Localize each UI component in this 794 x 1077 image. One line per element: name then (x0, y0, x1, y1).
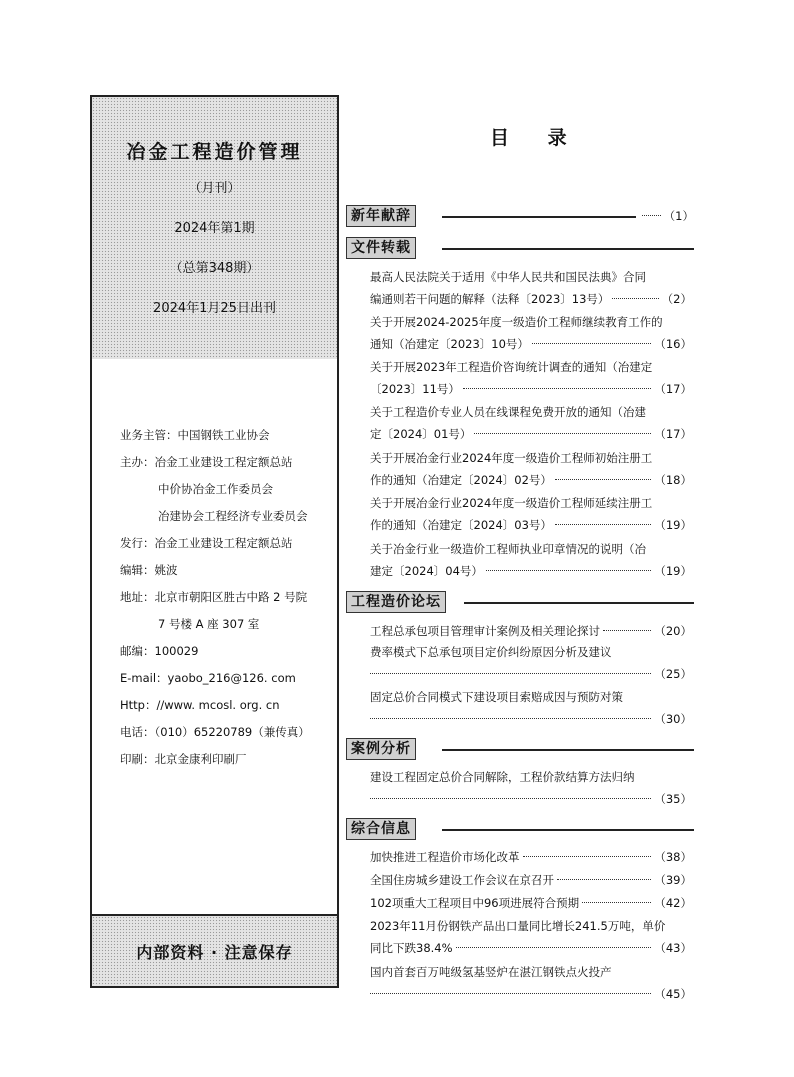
entry-title: 全国住房城乡建设工作会议在京召开 (370, 873, 554, 887)
dot-leader (603, 630, 651, 631)
entry-title: 固定总价合同模式下建设项目索赔成因与预防对策 (370, 690, 623, 704)
dot-leader (486, 570, 651, 571)
publication-frequency: （月刊） (188, 181, 241, 196)
dot-leader (523, 856, 652, 857)
info-website[interactable]: Http：//www. mcosl. org. cn (120, 698, 280, 712)
section-rule (464, 602, 694, 604)
page-number: （18） (654, 473, 692, 487)
entry-title-cont: 同比下跌38.4% (370, 941, 453, 955)
section-label: 工程造价论坛 (346, 591, 446, 613)
page-number: （19） (654, 518, 692, 532)
entry-title-cont: 通知（冶建定〔2023〕10号） (370, 337, 529, 351)
toc-entry[interactable] (370, 266, 692, 310)
section-rule (442, 216, 636, 218)
entry-title: 国内首套百万吨级氢基竖炉在湛江钢铁点火投产 (370, 965, 612, 979)
entry-title: 关于开展2023年工程造价咨询统计调查的通知（冶建定 (370, 360, 653, 374)
toc-entry[interactable] (370, 961, 692, 1005)
dot-leader (370, 798, 651, 799)
info-printer: 印刷：北京金康利印刷厂 (120, 752, 247, 766)
masthead-box (90, 95, 339, 988)
dot-leader (557, 879, 651, 880)
toc-entry-new-year[interactable] (642, 205, 694, 227)
section-label: 案例分析 (346, 738, 416, 760)
dot-leader (612, 298, 658, 299)
masthead-footer (92, 914, 337, 986)
page-number: （16） (654, 337, 692, 351)
entry-title-cont: 编通则若干问题的解释（法释〔2023〕13号） (370, 292, 610, 306)
toc-entry[interactable] (370, 538, 692, 582)
section-forum[interactable] (346, 591, 446, 613)
masthead-header (92, 97, 337, 359)
info-address: 地址：北京市朝阳区胜古中路 2 号院 (120, 590, 308, 604)
info-postcode: 邮编：100029 (120, 644, 199, 658)
issue-number: 2024年第1期 (174, 221, 255, 236)
toc-entry[interactable] (370, 686, 692, 730)
entry-title: 关于开展冶金行业2024年度一级造价工程师初始注册工 (370, 451, 653, 465)
entry-title: 加快推进工程造价市场化改革 (370, 850, 520, 864)
dot-leader (370, 993, 651, 994)
entry-title-cont: 定〔2024〕01号） (370, 427, 472, 441)
dot-leader (456, 947, 652, 948)
info-supervisor: 业务主管：中国钢铁工业协会 (120, 428, 270, 442)
info-sponsor-2: 中价协冶金工作委员会 (158, 482, 273, 496)
dot-leader (555, 524, 651, 525)
section-rule (442, 749, 694, 751)
toc-entry[interactable] (370, 641, 692, 685)
info-address-2: 7 号楼 A 座 307 室 (158, 617, 260, 631)
page-number: （2） (661, 292, 692, 306)
dot-leader (370, 673, 651, 674)
entry-title: 2023年11月份钢铁产品出口量同比增长241.5万吨，单价 (370, 919, 666, 933)
section-general-info[interactable] (346, 818, 416, 840)
dot-leader (532, 343, 651, 344)
section-documents[interactable] (346, 237, 416, 259)
page-number: （25） (654, 667, 692, 681)
entry-title: 关于工程造价专业人员在线课程免费开放的通知（冶建 (370, 405, 646, 419)
toc-entry[interactable] (370, 311, 692, 355)
entry-title: 102项重大工程项目中96项进展符合预期 (370, 896, 580, 910)
toc-title: 目 录 (490, 127, 583, 149)
dot-leader (463, 388, 651, 389)
toc-entry[interactable] (370, 356, 692, 400)
toc-entry[interactable] (370, 447, 692, 491)
page-number: （42） (654, 896, 692, 910)
info-editor: 编辑：姚波 (120, 563, 178, 577)
dot-leader (642, 215, 661, 216)
toc-entry[interactable] (370, 401, 692, 445)
info-sponsor-3: 冶建协会工程经济专业委员会 (158, 509, 308, 523)
entry-title: 关于开展2024-2025年度一级造价工程师继续教育工作的 (370, 315, 663, 329)
section-label: 新年献辞 (346, 205, 416, 227)
page-number: （17） (654, 382, 692, 396)
entry-title: 最高人民法院关于适用《中华人民共和国民法典》合同 (370, 270, 646, 284)
dot-leader (474, 433, 651, 434)
section-rule (442, 829, 694, 831)
section-label: 综合信息 (346, 818, 416, 840)
entry-title-cont: 建定〔2024〕04号） (370, 564, 483, 578)
toc-entry[interactable] (370, 492, 692, 536)
section-label: 文件转载 (346, 237, 416, 259)
confidential-notice: 内部资料 · 注意保存 (136, 942, 293, 962)
entry-title: 工程总承包项目管理审计案例及相关理论探讨 (370, 624, 600, 638)
entry-title: 关于冶金行业一级造价工程师执业印章情况的说明（冶 (370, 542, 646, 556)
page-number: （38） (654, 850, 692, 864)
page-number: （17） (654, 427, 692, 441)
page-number: （19） (654, 564, 692, 578)
info-phone: 电话：（010）65220789（兼传真） (120, 725, 310, 739)
page-number: （20） (654, 624, 692, 638)
page-number: （35） (654, 792, 692, 806)
page-number: （30） (654, 712, 692, 726)
toc-entry[interactable] (370, 892, 692, 914)
toc-entry[interactable] (370, 766, 692, 810)
page-number: （39） (654, 873, 692, 887)
section-new-year[interactable] (346, 205, 416, 227)
toc-entry[interactable] (370, 915, 692, 959)
entry-title: 建设工程固定总价合同解除，工程价款结算方法归纳 (370, 770, 635, 784)
info-sponsor: 主办：冶金工业建设工程定额总站 (120, 455, 293, 469)
entry-title-cont: 〔2023〕11号） (370, 382, 460, 396)
toc-entry[interactable] (370, 869, 692, 891)
page-number: （45） (654, 987, 692, 1001)
entry-title: 关于开展冶金行业2024年度一级造价工程师延续注册工 (370, 496, 653, 510)
total-issue-number: （总第348期） (169, 261, 260, 276)
page-number: （43） (654, 941, 692, 955)
publication-date: 2024年1月25日出刊 (153, 301, 276, 316)
entry-title-cont: 作的通知（冶建定〔2024〕02号） (370, 473, 552, 487)
dot-leader (370, 718, 651, 719)
info-email[interactable]: E-mail：yaobo_216@126. com (120, 671, 296, 685)
toc-entry[interactable] (370, 620, 692, 642)
info-publisher: 发行：冶金工业建设工程定额总站 (120, 536, 293, 550)
section-case-study[interactable] (346, 738, 416, 760)
toc-entry[interactable] (370, 846, 692, 868)
section-rule (442, 248, 694, 250)
dot-leader (555, 479, 651, 480)
entry-title: 费率模式下总承包项目定价纠纷原因分析及建议 (370, 645, 612, 659)
publication-title: 冶金工程造价管理 (126, 141, 303, 163)
entry-title-cont: 作的通知（冶建定〔2024〕03号） (370, 518, 552, 532)
dot-leader (582, 902, 651, 903)
page-number: （1） (663, 209, 694, 223)
